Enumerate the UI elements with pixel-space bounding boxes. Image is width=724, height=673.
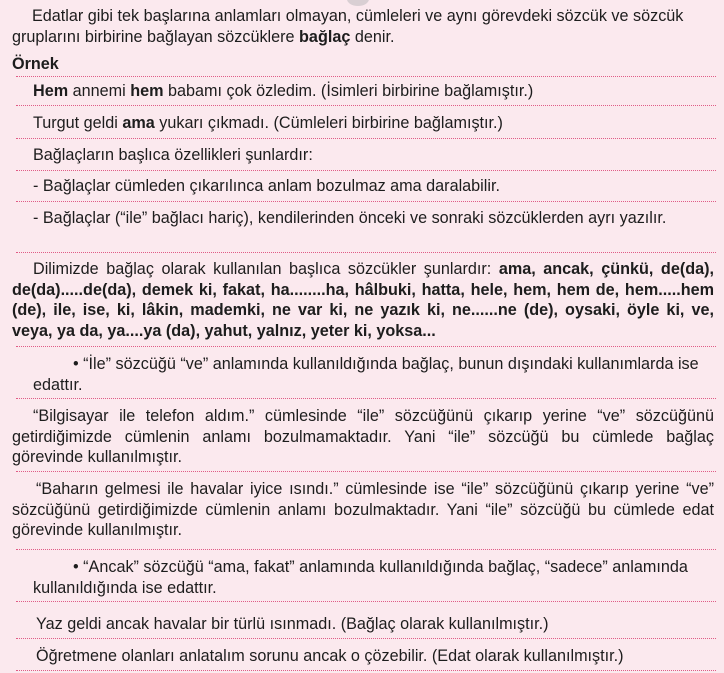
definition-text-post: denir. [350,27,395,46]
example1-bold-2: hem [130,82,164,100]
example-sentence-1 [33,81,533,102]
feature-item-1: - Bağlaçlar cümleden çıkarılınca anlam bozulmaz ama daralabilir. [33,177,500,195]
feature-item-2: - Bağlaçlar (“ile” bağlacı hariç), kendilerinden önceki ve sonraki sözcüklerden ayrı yazılır. [33,209,667,227]
divider [16,471,716,472]
definition-text-pre: Edatlar gibi tek başlarına anlamları olmayan, cümleleri ve aynı görevdeki sözcük ve sözcük gruplarını birbirine bağlayan sözcüklere [12,7,684,46]
example2-post: yukarı çıkmadı. (Cümleleri birbirine bağlamıştır.) [154,114,503,132]
divider [16,201,716,202]
features-intro: Bağlaçların başlıca özellikleri şunlardır: [33,146,313,164]
ancak-example-2: Öğretmene olanları anlatalım sorunu ancak o çözebilir. (Edat olarak kullanılmıştır.) [36,647,624,665]
divider [16,105,716,106]
conjunction-list-words: ama, ancak, çünkü, de(da), de(da).....de(da), demek ki, fakat, ha........ha, hâlbuki, hatta, hele, hem, hem de, hem.....hem (de), ile, ise, ki, lâkin, mademki, ne var ki, ne yazık ki, ne......ne (de), oysaki, öyle ki, ve, veya, ya da, ya....ya (da), yahut, yalnız, yeter ki, yoksa... [12,260,714,340]
conjunction-list-paragraph [12,259,714,341]
divider [16,76,716,77]
example1-post: babamı çok özledim. (İsimleri birbirine bağlamıştır.) [163,82,534,100]
divider [16,638,716,639]
ile-example-2: “Baharın gelmesi ile havalar iyice ısındı.” cümlesinde ise “ile” sözcüğünü çıkarıp yerine “ve” sözcüğünü getirdiğimizde cümlenin anlamı bozulmaktadır. Yani “ile” sözcüğü bu cümlede edat görevinde kullanılmıştır. [12,480,714,539]
definition-term: bağlaç [299,27,351,46]
divider [16,549,716,550]
note-ile: • “İle” sözcüğü “ve” anlamında kullanıldığında bağlaç, bunun dışındaki kullanımlarda ise edattır. [33,355,699,394]
ile-example-1: “Bilgisayar ile telefon aldım.” cümlesinde “ile” sözcüğünü çıkarıp yerine “ve” sözcüğünü getirdiğimizde cümlenin anlamı bozulmamaktadır. Yani “ile” sözcüğü bu cümlede bağlaç görevinde kullanılmıştır. [12,407,714,466]
example2-pre: Turgut geldi [33,114,123,132]
example1-mid: annemi [68,82,131,100]
divider [16,398,716,399]
divider [16,346,716,347]
note-ancak: • “Ancak” sözcüğü “ama, fakat” anlamında kullanıldığında bağlaç, “sadece” anlamında kullanıldığında ise edattır. [33,558,688,597]
definition-paragraph [12,6,712,47]
example1-bold-1: Hem [33,82,69,100]
divider [16,670,716,671]
example2-bold: ama [122,114,155,132]
conjunction-list-intro: Dilimizde bağlaç olarak kullanılan başlıca sözcükler şunlardır: [33,260,499,278]
divider [16,170,716,171]
ancak-example-1: Yaz geldi ancak havalar bir türlü ısınmadı. (Bağlaç olarak kullanılmıştır.) [36,615,549,633]
divider [16,601,716,602]
example-sentence-2 [33,113,503,134]
divider [16,138,716,139]
example-heading: Örnek [12,55,59,73]
divider [16,252,716,253]
